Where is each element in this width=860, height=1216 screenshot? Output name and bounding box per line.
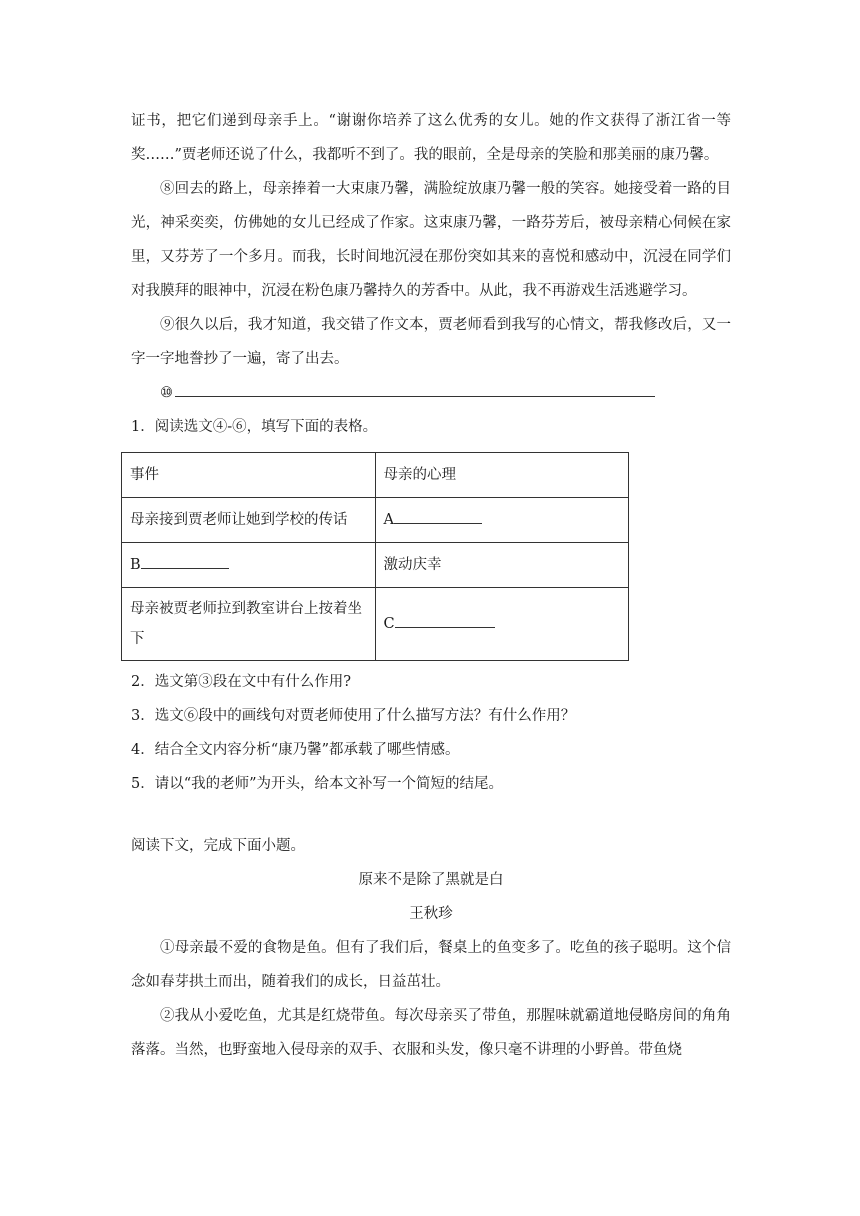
table-cell-row1-mind [375,498,629,543]
passage-2-paragraph-2: ②我从小爱吃鱼，尤其是红烧带鱼。每次母亲买了带鱼，那腥味就霸道地侵略房间的角角落落。当然，也野蛮地入侵母亲的双手、衣服和头发，像只毫不讲理的小野兽。带鱼烧 [131,1008,731,1058]
question-1: 1．阅读选文④-⑥，填写下面的表格。 [131,419,378,435]
question-5: 5．请以“我的老师”为开头，给本文补写一个简短的结尾。 [131,776,504,792]
table-row [122,543,629,588]
question-3: 3．选文⑥段中的画线句对贾老师使用了什么描写方法？有什么作用？ [131,708,576,724]
table-cell-row2-mind: 激动庆幸 [375,543,629,588]
table-header-event: 事件 [122,453,376,498]
answer-table [121,452,629,661]
passage-2-title: 原来不是除了黑就是白 [358,872,504,888]
passage-2-author: 王秋珍 [409,906,453,922]
blank-a[interactable] [394,507,482,524]
blank-label-c: C [383,616,395,632]
table-cell-row3-event: 母亲被贾老师拉到教室讲台上按着坐下 [122,588,376,661]
passage-2-intro: 阅读下文，完成下面小题。 [131,838,305,854]
table-row [122,498,629,543]
table-cell-row3-mind [375,588,629,661]
passage-2-paragraph-1: ①母亲最不爱的食物是鱼。但有了我们后，餐桌上的鱼变多了。吃鱼的孩子聪明。这个信念如春芽拱土而出，随着我们的成长，日益茁壮。 [131,940,731,990]
blank-label-a: A [383,512,394,528]
table-cell-row1-event: 母亲接到贾老师让她到学校的传话 [122,498,376,543]
section-gap [131,801,731,829]
question-2: 2．选文第③段在文中有什么作用? [131,674,351,690]
paragraph-10 [131,376,731,410]
paragraph-10-number: ⑩ [160,385,173,401]
question-4: 4．结合全文内容分析“康乃馨”都承载了哪些情感。 [131,742,460,758]
blank-b[interactable] [141,552,229,569]
answer-table-wrapper [121,452,731,661]
document-content [131,104,731,1067]
paragraph-8: ⑧回去的路上，母亲捧着一大束康乃馨，满脸绽放康乃馨一般的笑容。她接受着一路的目光，神采奕奕，仿佛她的女儿已经成了作家。这束康乃馨，一路芬芳后，被母亲精心伺候在家里，又芬芳了一个多月。而我，长时间地沉浸在那份突如其来的喜悦和感动中，沉浸在同学们对我膜拜的眼神中，沉浸在粉色康乃馨持久的芳香中。从此，我不再游戏生活逃避学习。 [131,181,731,299]
table-header-mind: 母亲的心理 [375,453,629,498]
table-cell-row2-event [122,543,376,588]
blank-c[interactable] [395,611,495,628]
paragraph-7-continued: 证书，把它们递到母亲手上。“谢谢你培养了这么优秀的女儿。她的作文获得了浙江省一等奖……”贾老师还说了什么，我都听不到了。我的眼前，全是母亲的笑脸和那美丽的康乃馨。 [131,113,731,163]
paragraph-9: ⑨很久以后，我才知道，我交错了作文本，贾老师看到我写的心情文，帮我修改后，又一字一字地誊抄了一遍，寄了出去。 [131,317,731,367]
table-row [122,588,629,661]
table-row [122,453,629,498]
blank-label-b: B [130,557,141,573]
answer-blank-line[interactable] [175,382,655,397]
